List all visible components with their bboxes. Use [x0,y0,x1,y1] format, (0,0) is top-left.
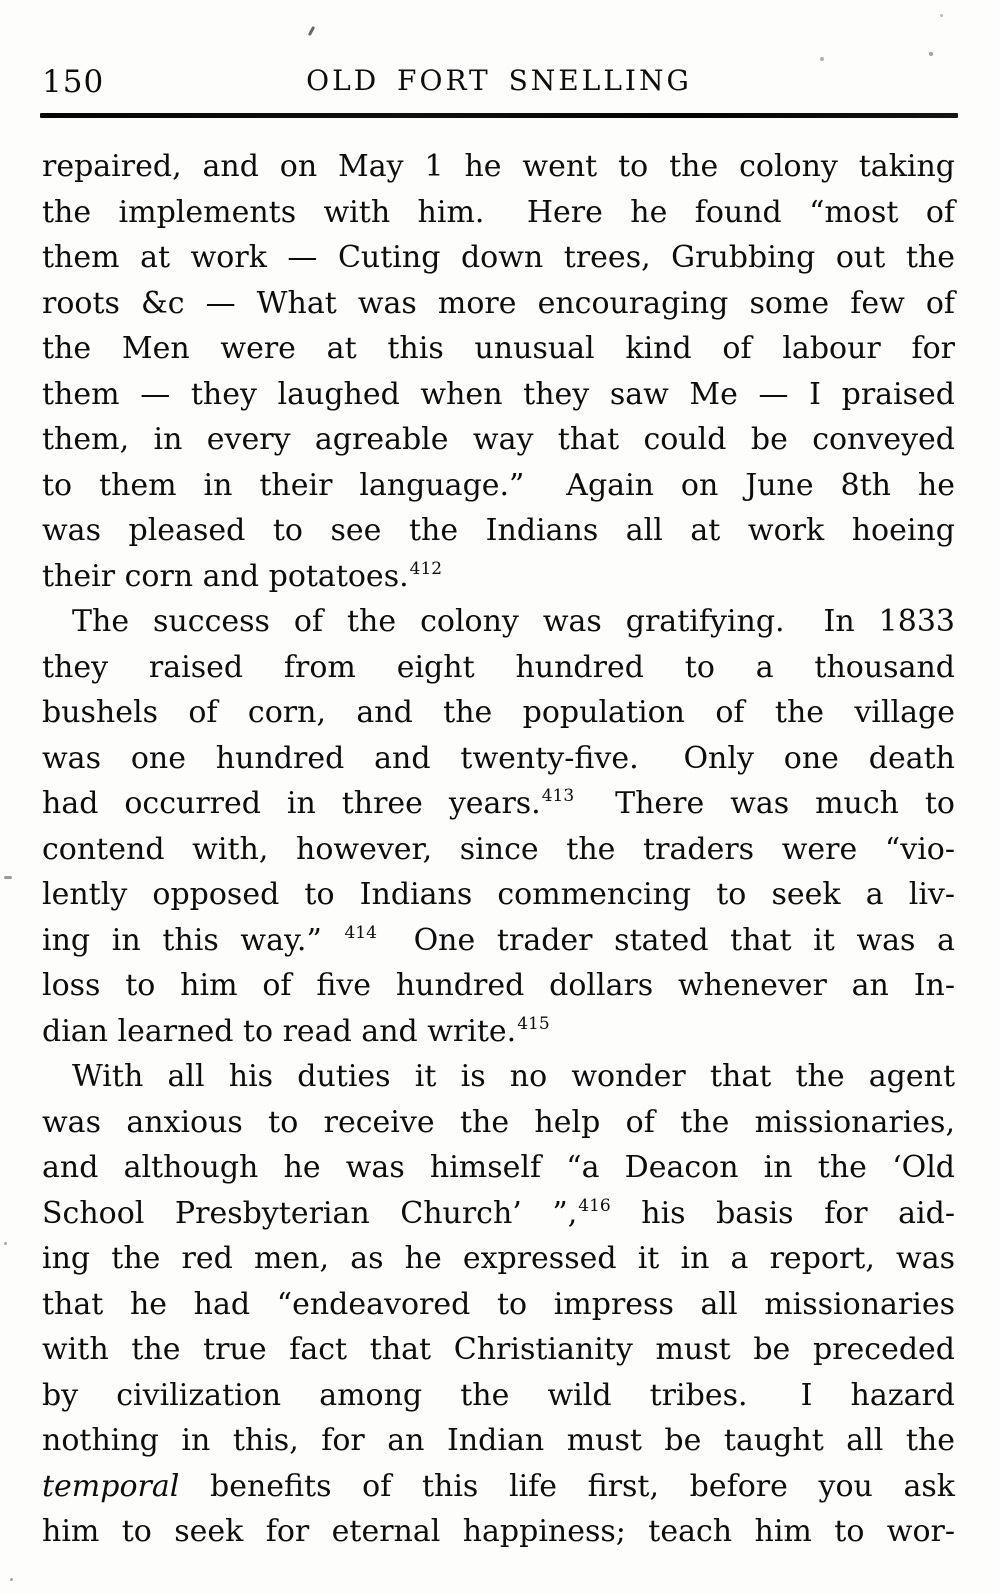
text-line [42,235,955,281]
text-segment: was pleased to see the Indians all at work hoeing [42,513,955,548]
text-line [42,190,955,236]
text-segment: and although he was himself “a Deacon in the ‘Old [42,1150,955,1185]
text-line [42,1100,955,1146]
text-segment: roots &c — What was more encouraging some few of [42,285,955,321]
text-line [42,417,955,463]
text-segment: School Presbyterian Church’ ”, [42,1195,578,1231]
text-segment: ing the red men, as he expressed it in a report, was [42,1241,955,1276]
footnote-ref: 416 [578,1195,611,1216]
text-segment: bushels of corn, and the population of the village [42,695,955,730]
scan-artifact [929,52,933,56]
text-line [42,645,955,691]
text-segment: them — they laughed when they saw Me — I praised [42,376,955,412]
text-line [42,326,955,372]
text-line [42,872,955,918]
text-segment: loss to him of five hundred dollars whenever an In- [42,968,955,1003]
text-segment: to them in their language.” Again on June 8th he [42,467,955,503]
text-segment: benefits of this life first, before you ask [179,1468,955,1504]
text-line [42,781,955,827]
text-line [42,599,955,645]
text-line [42,1464,955,1510]
text-line [42,1418,955,1464]
page-header [42,62,956,102]
text-line [42,372,955,418]
text-line [42,918,955,964]
footnote-ref: 412 [409,558,443,579]
text-line [42,1236,955,1282]
text-line [42,1191,955,1237]
text-line [42,463,955,509]
text-segment: his basis for aid- [610,1195,955,1231]
text-segment: was anxious to receive the help of the missionaries, [42,1104,955,1140]
text-segment: had occurred in three years. [42,786,541,821]
text-line [42,281,955,327]
text-segment: ing in this way.” [42,922,344,958]
text-segment: The success of the colony was gratifying. In 1833 [72,604,955,639]
text-segment: was one hundred and twenty-five. Only one death [42,740,955,776]
text-segment: with the true fact that Christianity must be preceded [42,1332,955,1367]
text-segment: nothing in this, for an Indian must be taught all the [42,1423,955,1458]
scan-artifact [308,26,315,36]
text-segment: the Men were at this unusual kind of labour for [42,331,955,366]
text-segment: them, in every agreable way that could be conveyed [42,422,955,457]
text-segment: One trader stated that it was a [376,922,955,958]
page-body [42,144,955,1555]
text-segment: that he had “endeavored to impress all missionaries [42,1286,955,1322]
text-segment: repaired, and on May 1 he went to the colony taking [42,149,955,184]
text-segment: dian learned to read and write. [42,1013,517,1049]
paragraph [42,1054,955,1555]
text-segment: the implements with him. Here he found “most of [42,194,955,230]
text-segment: There was much to [574,786,955,821]
scan-artifact [4,876,12,879]
footnote-ref: 414 [344,922,377,943]
text-line [42,1009,955,1055]
scan-artifact [4,1242,7,1245]
text-line [42,1373,955,1419]
scan-artifact [820,57,824,61]
scan-artifact [940,14,943,17]
text-line [42,736,955,782]
running-title: OLD FORT SNELLING [306,64,692,97]
text-segment: him to seek for eternal happiness; teach him to wor- [42,1514,955,1549]
header-rule [40,113,958,118]
text-segment: their corn and potatoes. [42,558,409,594]
italic-text: temporal [42,1468,180,1504]
text-segment: by civilization among the wild tribes. I hazard [42,1377,955,1413]
paragraph [42,599,955,1054]
text-segment: they raised from eight hundred to a thousand [42,649,955,685]
text-line [42,508,955,554]
text-segment: contend with, however, since the traders were “vio- [42,831,955,867]
text-line [42,1327,955,1373]
text-line [42,1145,955,1191]
text-segment: lently opposed to Indians commencing to seek a liv- [42,877,955,912]
text-segment: them at work — Cuting down trees, Grubbing out the [42,240,955,275]
text-line [42,827,955,873]
text-line [42,963,955,1009]
footnote-ref: 413 [541,786,575,806]
footnote-ref: 415 [517,1013,550,1034]
text-segment: With all his duties it is no wonder that the agent [72,1059,955,1094]
scan-artifact [10,1578,13,1581]
text-line [42,1282,955,1328]
text-line [42,144,955,190]
page-number: 150 [42,64,105,100]
paragraph [42,144,955,599]
text-line [42,1054,955,1100]
text-line [42,690,955,736]
text-line [42,554,955,600]
text-line [42,1509,955,1555]
